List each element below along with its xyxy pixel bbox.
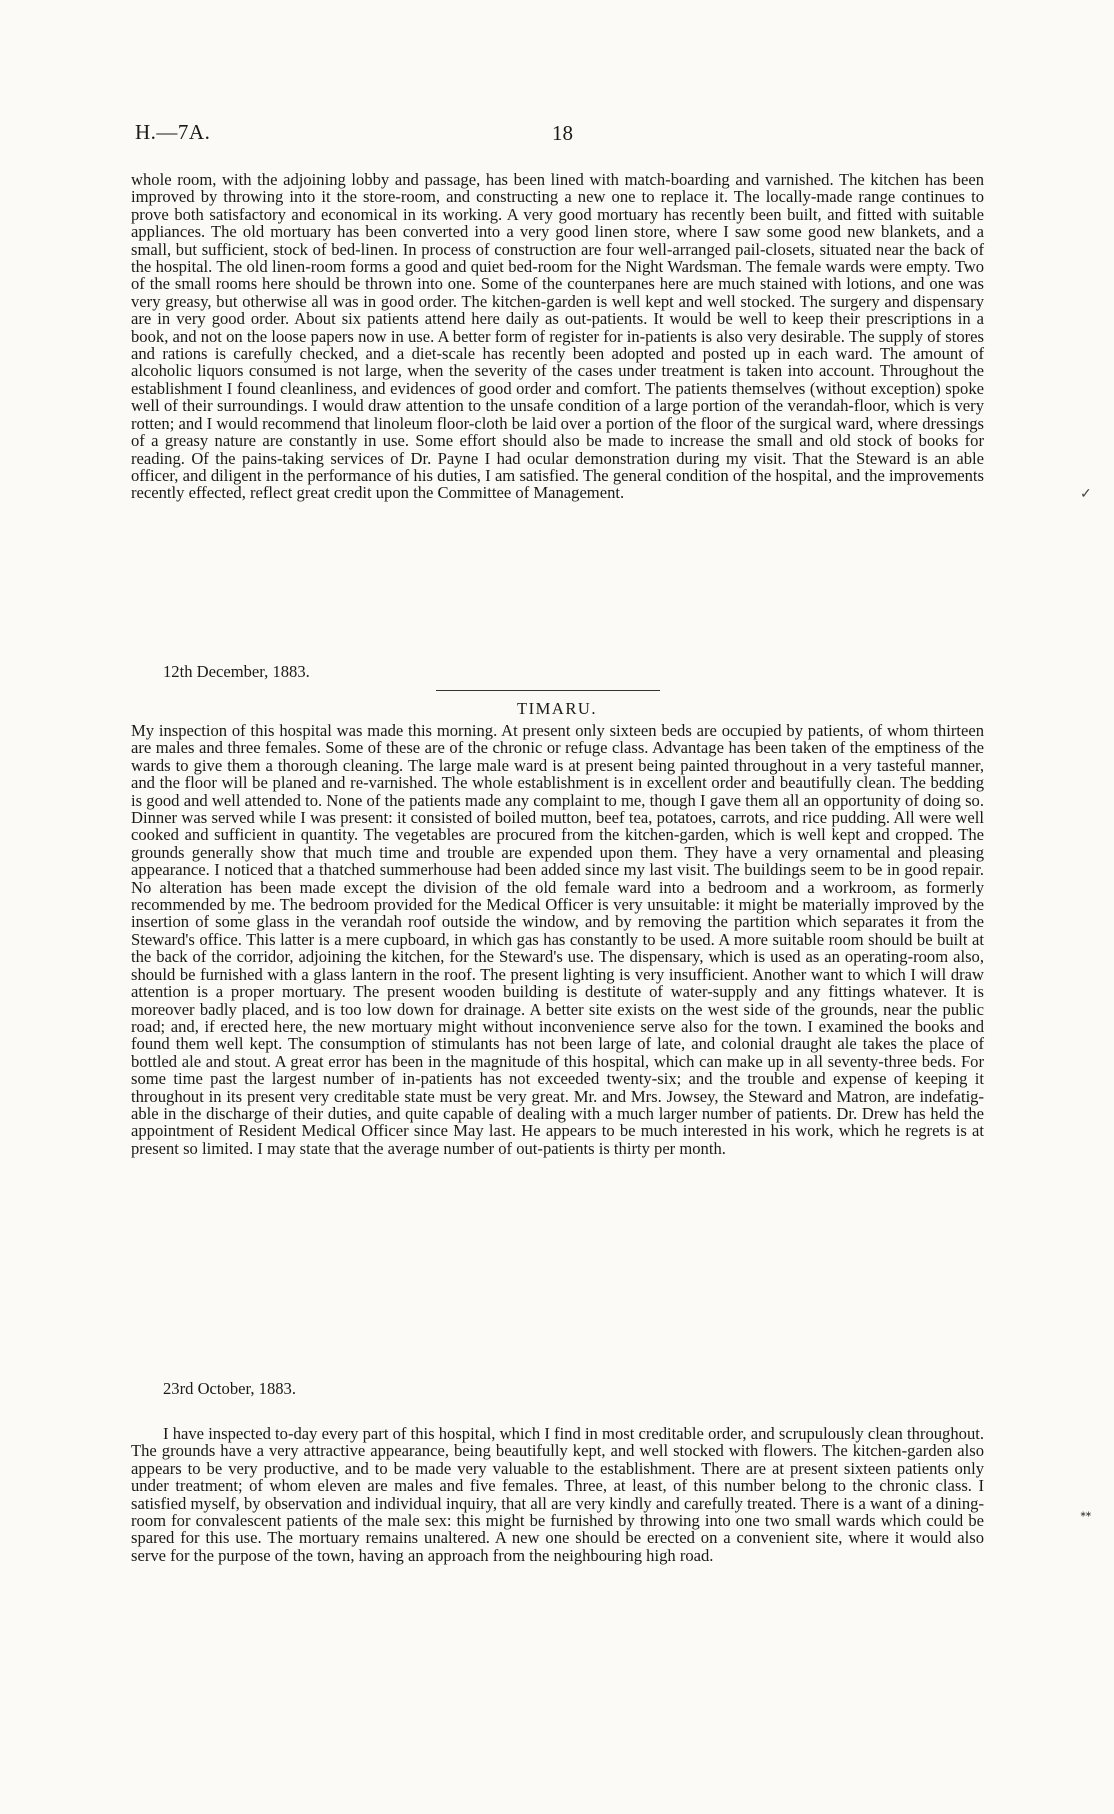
- document-reference: H.—7A.: [135, 120, 211, 144]
- paragraph-text: whole room, with the adjoining lobby and passage, has been lined with match-boarding and varnished. The kitchen has been improved by throwing into it the store-room, and constructing a new one to replace it. The locally-made range continues to prove both satisfactory and economical in its working. A very good mortuary has recently been built, and fitted with suitable appliances. The old mortuary has been converted into a very good linen store, where I saw some good new blankets, and a small, but sufficient, stock of bed-linen. In process of construction are four well-arranged pail-closets, situated near the back of the hospital. The old linen-room forms a good and quiet bed-room for the Night Wardsman. The female wards were empty. Two of the small rooms here should be thrown into one. Some of the counterpanes here are much stained with lotions, and one was very greasy, but otherwise all was in good order. The kitchen-garden is well kept and well stocked. The surgery and dispensary are in very good order. About six patients attend here daily as out-patients. It would be well to keep their prescriptions in a book, and not on the loose papers now in use. A better form of register for in-patients is also very desirable. The supply of stores and rations is carefully checked, and a diet-scale has recently been adopted and posted up in each ward. The amount of alcoholic liquors consumed is not large, when the severity of the cases under treatment is taken into account. Throughout the establishment I found cleanliness, and evidences of good order and comfort. The patients themselves (without exception) spoke well of their surroundings. I would draw attention to the unsafe condition of a large portion of the verandah-floor, which is very rotten; and I would recommend that linoleum floor-cloth be laid over a portion of the floor of the surgical ward, where dressings of a greasy nature are constantly in use. Some effort should also be made to increase the small and old stock of books for reading. Of the pains-taking services of Dr. Payne I had ocular demonstration during my visit. That the Steward is an able officer, and diligent in the performance of his duties, I am satisfied. The general condition of the hospital, and the improvements recently effected, reflect great credit upon the Committee of Management.: [131, 170, 984, 503]
- paragraph-text: I have inspected to-day every part of this hospital, which I find in most creditable order, and scrupulously clean throughout. The grounds have a very attractive appearance, being beautifully kept, and well stocked with flowers. The kitchen-garden also appears to be very productive, and to be made very valuable to the establishment. There are at present sixteen patients only under treatment; of whom eleven are males and five females. Three, at least, of this number belong to the chronic class. I satisfied myself, by observation and individual inquiry, that all are very kindly and carefully treated. There is a want of a dining-room for convalescent patients of the male sex: this might be furnished by throwing into one two small wards which could be spared for this use. The mortuary remains unaltered. A new one should be erected on a convenient site, where it would also serve for the purpose of the town, having an approach from the neighbouring high road.: [131, 1424, 984, 1565]
- page-number: 18: [552, 121, 573, 145]
- report-date: 23rd October, 1883.: [163, 1379, 296, 1398]
- timaru-report-paragraph: [131, 722, 984, 1157]
- section-heading-timaru: TIMARU.: [516, 699, 598, 718]
- paragraph-text: My inspection of this hospital was made this morning. At present only sixteen beds are occupied by patients, of whom thirteen are males and three females. Some of these are of the chronic or refuge class. Advantage has been taken of the emptiness of the wards to give them a thorough cleaning. The large male ward is at present being painted throughout in a very tasteful manner, and the floor will be planed and re-varnished. The whole establishment is in excellent order and beautifully clean. The bedding is good and well attended to. None of the patients made any complaint to me, though I gave them all an opportunity of doing so. Dinner was served while I was present: it consisted of boiled mutton, beef tea, potatoes, carrots, and rice pudding. All were well cooked and sufficient in quantity. The vegetables are procured from the kitchen-garden, which is well kept and cropped. The grounds generally show that much time and trouble are expended upon them. They have a very ornamental and pleasing appearance. I noticed that a thatched summerhouse had been added since my last visit. The buildings seem to be in good repair. No alteration has been made except the division of the old female ward into a bedroom and a workroom, as formerly recommended by me. The bedroom provided for the Medical Officer is very unsuitable: it might be materially improved by the insertion of some glass in the verandah roof outside the window, and by removing the partition which separates it from the Steward's office. This latter is a mere cupboard, in which gas has constantly to be used. A more suitable room should be built at the back of the corridor, adjoining the kitchen, for the Steward's use. The dispensary, which is used as an operating-room also, should be furnished with a glass lantern in the roof. The present lighting is very insufficient. Another want to which I will draw attention is a proper mortuary. The present wooden building is destitute of water-supply and any fittings whatever. It is moreover badly placed, and is too low down for drainage. A better site exists on the west side of the grounds, near the public road; and, if erected here, the new mortuary might without inconvenience serve also for the town. I examined the books and found them well kept. The consumption of stimulants has not been large of late, and colonial draught ale takes the place of bottled ale and stout. A great error has been in the magnitude of this hospital, which can make up in all seventy-three beds. For some time past the largest number of in-patients has not exceeded twenty-six; and the trouble and expense of keeping it throughout in its present very creditable state must be very great. Mr. and Mrs. Jowsey, the Steward and Matron, are indefatig-able in the discharge of their duties, and quite capable of dealing with a much larger number of patients. Dr. Drew has held the appointment of Resident Medical Officer since May last. He appears to be much interested in his work, which he regrets is at present so limited. I may state that the average number of out-patients is thirty per month.: [131, 721, 984, 1158]
- second-visit-paragraph: [131, 1425, 984, 1564]
- margin-mark: ✓: [1080, 487, 1092, 502]
- margin-mark: ᕯ: [1080, 1511, 1092, 1526]
- section-divider: [436, 690, 660, 691]
- report-date: 12th December, 1883.: [163, 662, 310, 681]
- report-paragraph-continued: [131, 171, 984, 502]
